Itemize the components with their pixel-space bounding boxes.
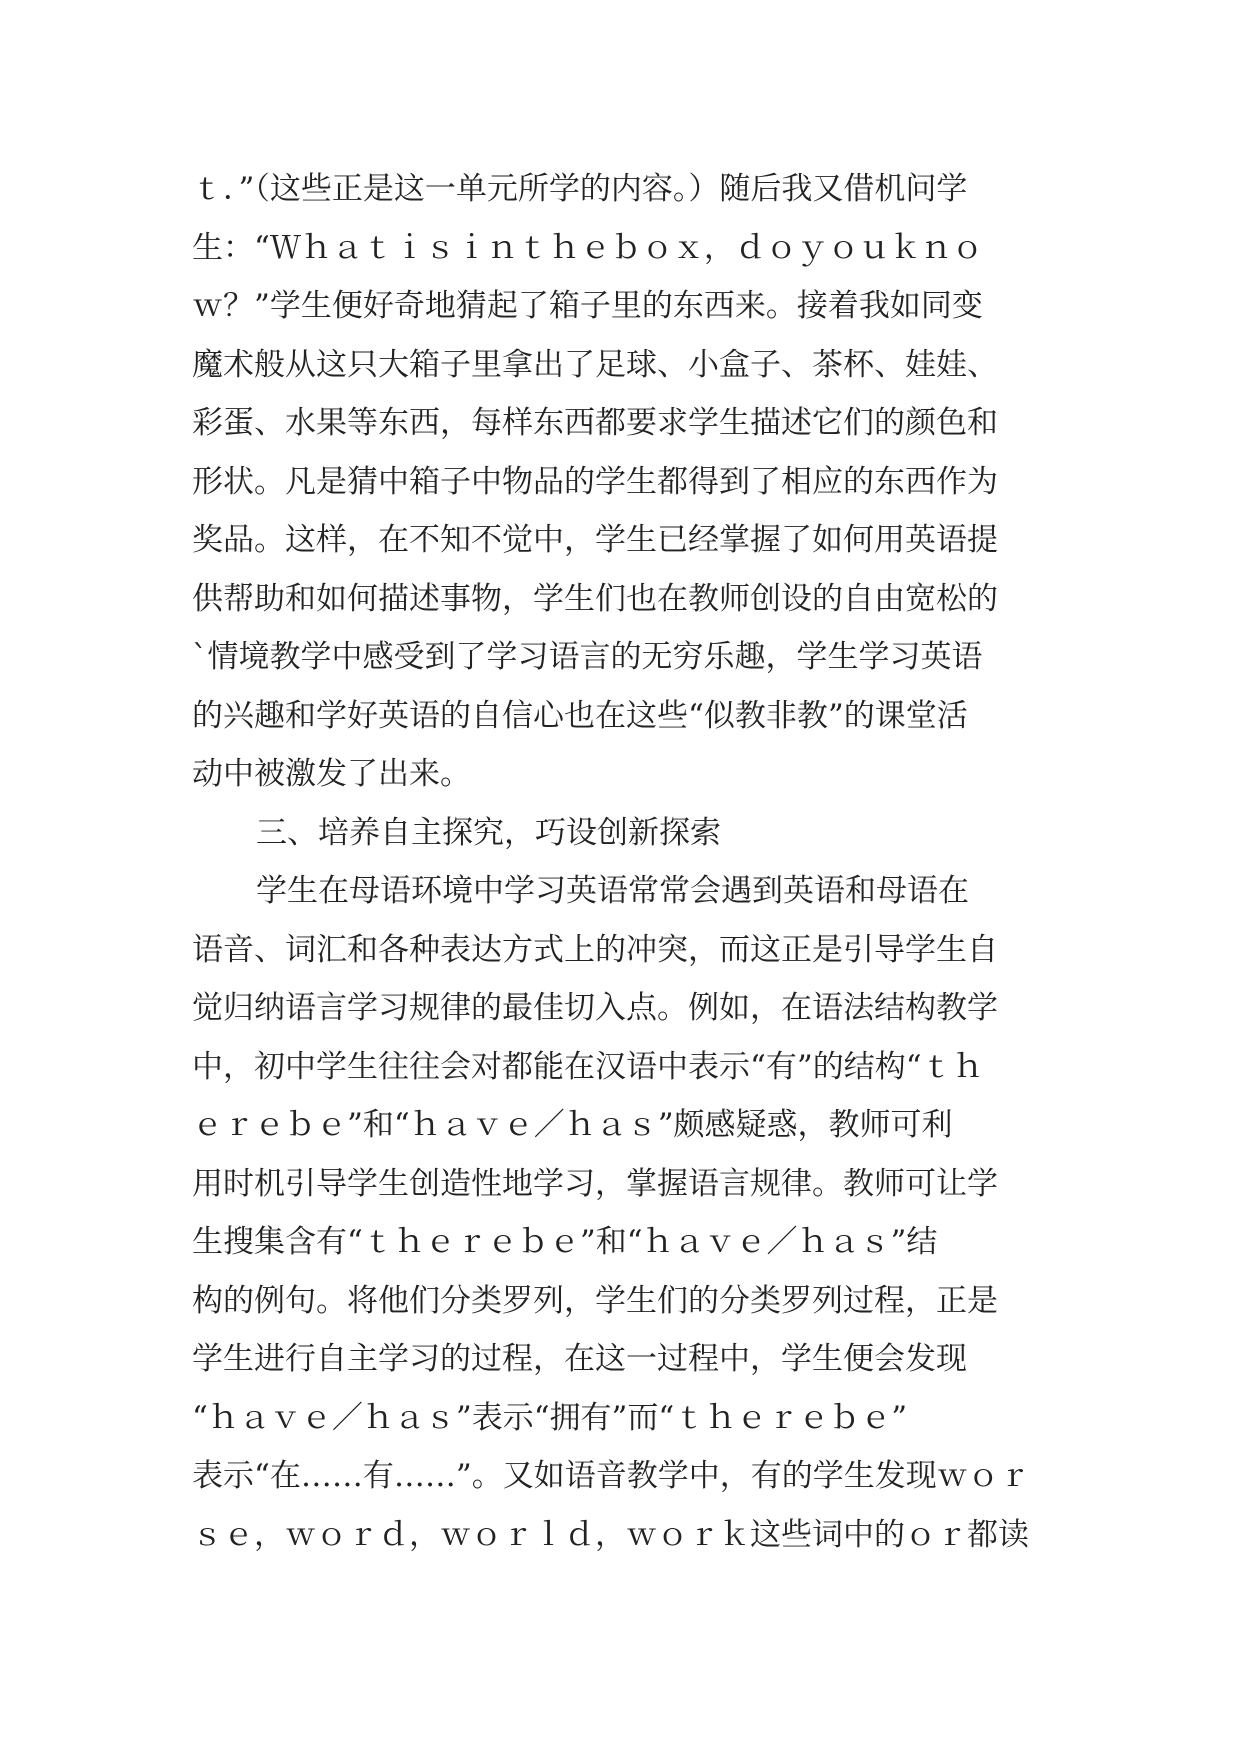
text-line: ｓｅ，ｗｏｒｄ，ｗｏｒｌｄ，ｗｏｒｋ这些词中的ｏｒ都读 <box>192 1516 1029 1553</box>
text-line: ｗ？”学生便好奇地猜起了箱子里的东西来。接着我如同变 <box>192 288 983 324</box>
text-line: 动中被激发了出来。 <box>192 756 471 792</box>
text-line: `情境教学中感受到了学习语言的无穷乐趣，学生学习英语 <box>192 639 983 675</box>
text-line: 觉归纳语言学习规律的最佳切入点。例如，在语法结构教学 <box>192 990 998 1026</box>
text-line: 供帮助和如何描述事物，学生们也在教师创设的自由宽松的 <box>192 580 998 617</box>
text-line: 表示“在……有……”。又如语音教学中，有的学生发现ｗｏｒ <box>192 1458 1030 1494</box>
text-line: 构的例句。将他们分类罗列，学生们的分类罗列过程，正是 <box>192 1282 998 1319</box>
text-line: 语音、词汇和各种表达方式上的冲突，而这正是引导学生自 <box>192 931 998 968</box>
body-text <box>192 160 1072 1564</box>
text-line: 中，初中学生往往会对都能在汉语中表示“有”的结构“ｔｈ <box>192 1048 984 1085</box>
text-line: 形状。凡是猜中箱子中物品的学生都得到了相应的东西作为 <box>192 463 998 500</box>
section-heading: 三、培养自主探究，巧设创新探索 <box>256 814 721 851</box>
text-line: ｔ．”（这些正是这一单元所学的内容。）随后我又借机问学 <box>192 171 968 207</box>
text-line: 彩蛋、水果等东西，每样东西都要求学生描述它们的颜色和 <box>192 405 998 441</box>
text-line: 的兴趣和学好英语的自信心也在这些“似教非教”的课堂活 <box>192 697 968 734</box>
paragraph-first-line: 学生在母语环境中学习英语常常会遇到英语和母语在 <box>256 873 969 909</box>
text-line: 魔术般从这只大箱子里拿出了足球、小盒子、茶杯、娃娃、 <box>192 346 998 383</box>
text-line: 学生进行自主学习的过程，在这一过程中，学生便会发现 <box>192 1341 967 1377</box>
text-line: 生：“Ｗｈａｔｉｓｉｎｔｈｅｂｏｘ，ｄｏｙｏｕｋｎｏ <box>192 229 983 266</box>
text-line: 用时机引导学生创造性地学习，掌握语言规律。教师可让学 <box>192 1165 998 1202</box>
text-line: 生搜集含有“ｔｈｅｒｅｂｅ”和“ｈａｖｅ／ｈａｓ”结 <box>192 1224 938 1260</box>
text-line: ｅｒｅｂｅ”和“ｈａｖｅ／ｈａｓ”颇感疑惑，教师可利 <box>192 1107 953 1143</box>
text-line: “ｈａｖｅ／ｈａｓ”表示“拥有”而“ｔｈｅｒｅｂｅ” <box>192 1399 908 1436</box>
text-line: 奖品。这样，在不知不觉中，学生已经掌握了如何用英语提 <box>192 522 998 558</box>
